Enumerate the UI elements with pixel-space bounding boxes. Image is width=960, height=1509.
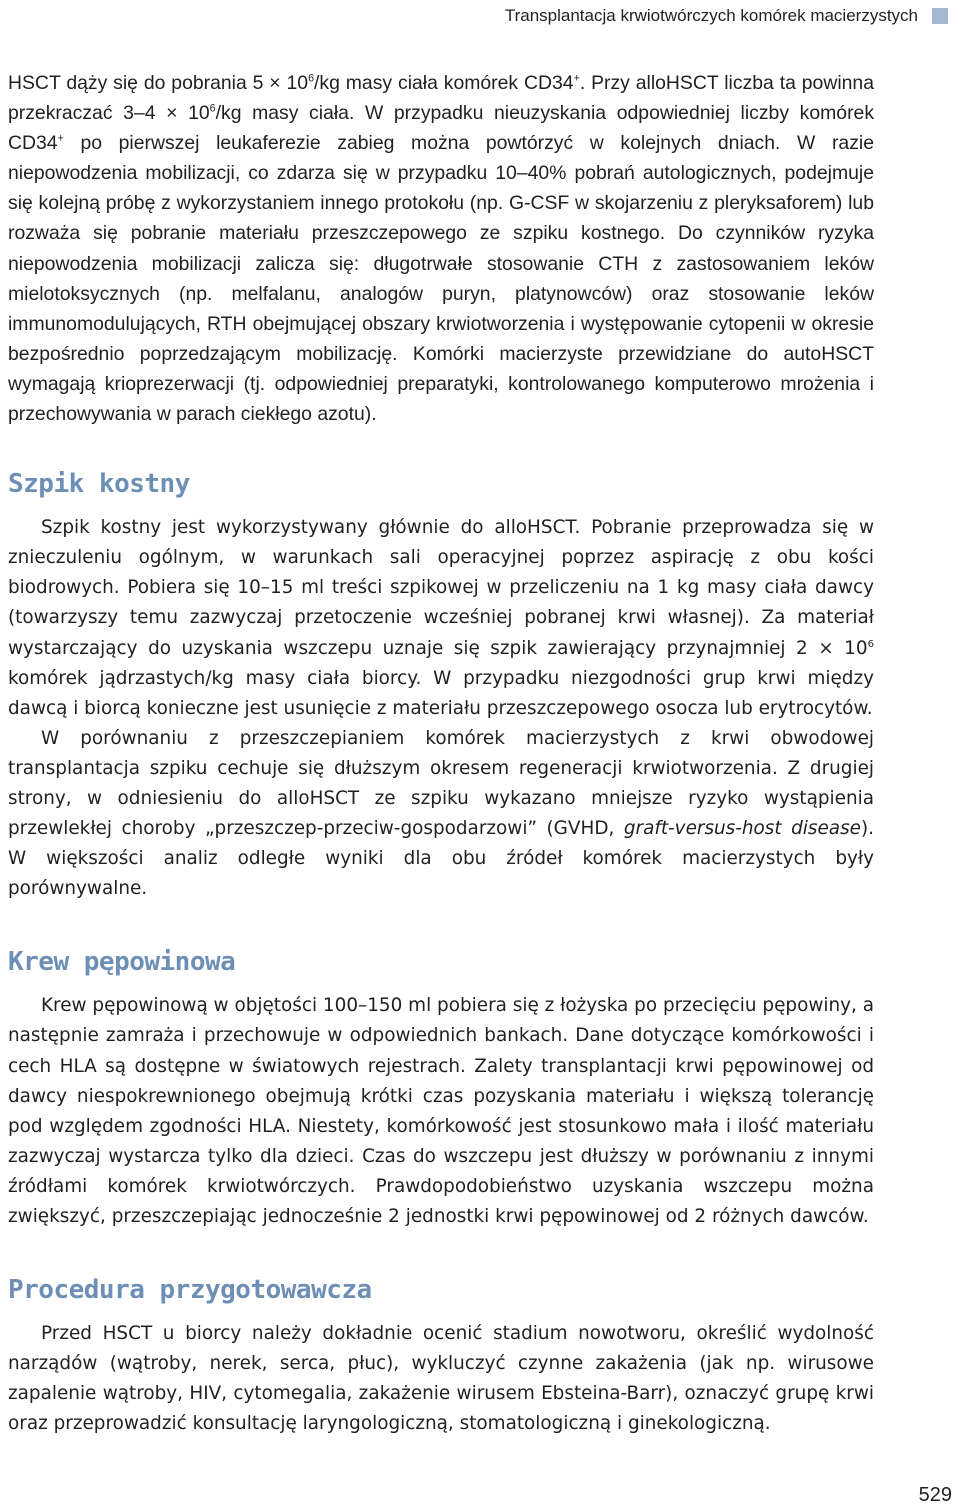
intro-superscript-1: 6 xyxy=(308,72,315,85)
section-heading-krew-pepowinowa: Krew pępowinowa xyxy=(8,947,236,978)
intro-text-3: . Przy alloHSCT liczba ta powinna przekraczać 3–4 × 10 xyxy=(8,72,874,125)
szpik-superscript: 6 xyxy=(867,638,874,650)
intro-text-1: HSCT dąży się do pobrania 5 × 10 xyxy=(8,72,309,94)
intro-superscript-4: + xyxy=(57,132,64,145)
intro-text-4: /kg masy ciała. W przypadku nieuzyskania odpowiedniej liczby komórek CD34 xyxy=(8,102,875,155)
intro-text-2: /kg masy ciała komórek CD34 xyxy=(314,72,574,94)
intro-superscript-3: 6 xyxy=(209,102,216,115)
szpik-paragraph-1 xyxy=(8,513,874,724)
szpik-paragraph-2 xyxy=(8,724,874,905)
szpik-italic-term: graft-versus-host disease xyxy=(623,818,861,840)
running-header-title: Transplantacja krwiotwórczych komórek macierzystych xyxy=(504,6,918,25)
section-heading-szpik-kostny: Szpik kostny xyxy=(8,469,190,500)
szpik-text-4: ). W większości analiz odległe wyniki dla obu źródeł komórek macierzystych były porównywalne. xyxy=(8,818,874,900)
intro-superscript-2: + xyxy=(573,72,580,85)
intro-text-5: po pierwszej leukaferezie zabieg można powtórzyć w kolejnych dniach. W razie niepowodzenia mobilizacji, co zdarza się w przypadku 10–40% pobrań autologicznych, podejmuje się kolejną próbę z wykorzystaniem innego protokołu (np. G-CSF w skojarzeniu z pleryksaforem) lub rozważa się pobranie materiału przeszczepowego ze szpiku kostnego. Do czynników ryzyka niepowodzenia mobilizacji zalicza się: długotrwałe stosowanie CTH z zastosowaniem leków mielotoksycznych (np. melfalanu, analogów puryn, platynowców) oraz stosowanie leków immunomodulujących, RTH obejmującej obszary krwiotworzenia i występowanie cytopenii w okresie bezpośrednio poprzedzającym mobilizację. Komórki macierzyste przewidziane do autoHSCT wymagają krioprezerwacji (tj. odpowiedniej preparatyki, kontrolowanego komputerowo mrożenia i przechowywania w parach ciekłego azotu). xyxy=(8,132,874,426)
szpik-text-3: W porównaniu z przeszczepianiem komórek macierzystych z krwi obwodowej transplantacja szpiku cechuje się dłuższym okresem regeneracji krwiotworzenia. Z drugiej strony, w odniesieniu do alloHSCT ze szpiku wykazano mniejsze ryzyko wystąpienia przewlekłej choroby „przeszczep-przeciw-gospodarzowi” (GVHD, xyxy=(8,727,874,840)
intro-paragraph xyxy=(8,68,874,429)
running-header xyxy=(505,4,948,28)
header-square-marker xyxy=(932,8,948,24)
page-content xyxy=(8,68,874,1439)
page-number: 529 xyxy=(918,1484,952,1506)
procedura-paragraph: Przed HSCT u biorcy należy dokładnie ocenić stadium nowotworu, określić wydolność narządów (wątroby, nerek, serca, płuc), wykluczyć czynne zakażenia (jak np. wirusowe zapalenie wątroby, HIV, cytomegalia, zakażenie wirusem Ebsteina-Barr), oznaczyć grupę krwi oraz przeprowadzić konsultację laryngologiczną, stomatologiczną i ginekologiczną. xyxy=(8,1323,874,1435)
szpik-text-2: komórek jądrzastych/kg masy ciała biorcy. W przypadku niezgodności grup krwi między dawcą i biorcą konieczne jest usunięcie z materiału przeszczepowego osocza lub erytrocytów. xyxy=(8,667,874,719)
section-heading-procedura: Procedura przygotowawcza xyxy=(8,1275,372,1306)
szpik-text-1: Szpik kostny jest wykorzystywany głównie do alloHSCT. Pobranie przeprowadza się w znieczuleniu ogólnym, w warunkach sali operacyjnej poprzez aspirację z obu kości biodrowych. Pobiera się 10–15 ml treści szpikowej w przeliczeniu na 1 kg masy ciała dawcy (towarzyszy temu zazwyczaj przetoczenie wcześniej pobranej krwi własnej). Za materiał wystarczający do uzyskania wszczepu uznaje się szpik zawierający przynajmniej 2 × 10 xyxy=(8,517,874,659)
krew-paragraph: Krew pępowinową w objętości 100–150 ml pobiera się z łożyska po przecięciu pępowiny, a następnie zamraża i przechowuje w odpowiednich bankach. Dane dotyczące komórkowości i cech HLA są dostępne w światowych rejestrach. Zalety transplantacji krwi pępowinowej od dawcy niespokrewnionego obejmują krótki czas pozyskania materiału i większą tolerancję pod względem zgodności HLA. Niestety, komórkowość jest stosunkowo mała i ilość materiału zazwyczaj wystarcza tylko dla dzieci. Czas do wszczepu jest dłuższy w porównaniu z innymi źródłami komórek krwiotwórczych. Prawdopodobieństwo uzyskania wszczepu można zwiększyć, przeszczepiając jednocześnie 2 jednostki krwi pępowinowej od 2 różnych dawców. xyxy=(8,995,874,1227)
